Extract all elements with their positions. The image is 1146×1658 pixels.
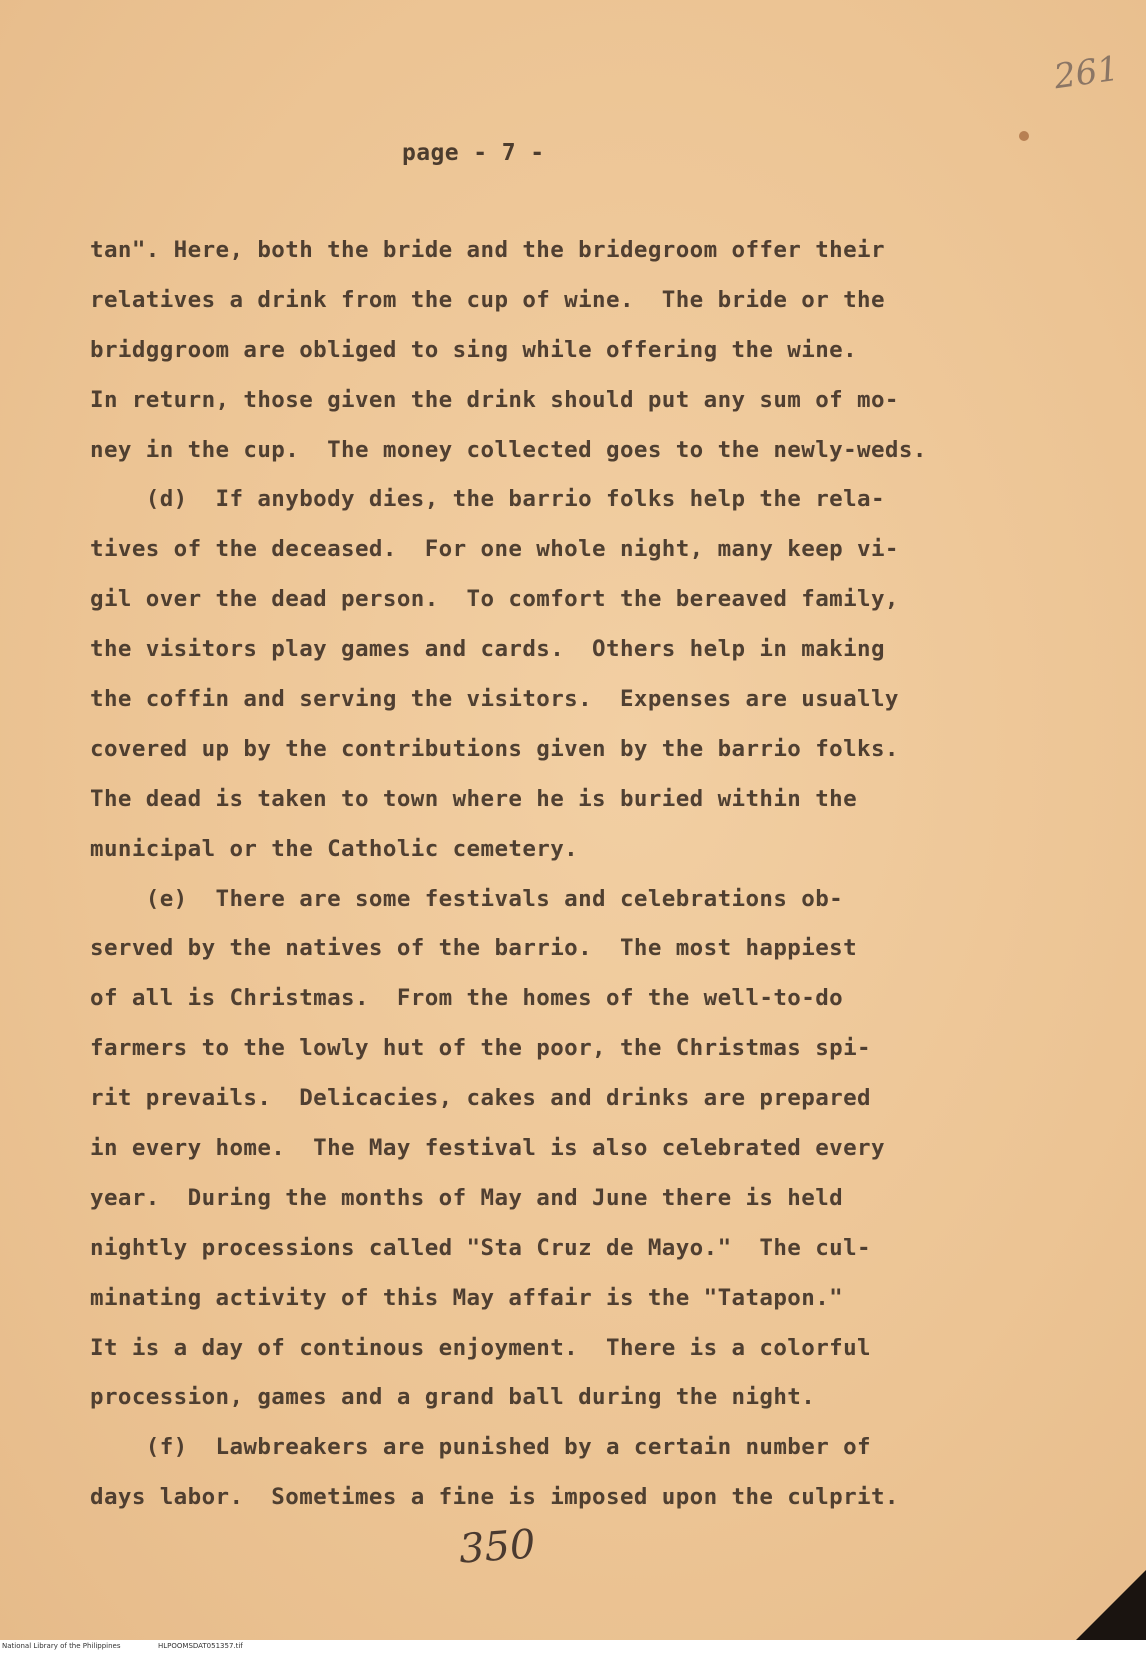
- text-line: relatives a drink from the cup of wine. The bride or the: [90, 286, 885, 313]
- text-line: (e) There are some festivals and celebrations ob-: [90, 885, 844, 912]
- text-line: nightly processions called "Sta Cruz de Mayo." The cul-: [90, 1234, 871, 1261]
- text-line: ney in the cup. The money collected goes to the newly-weds.: [90, 436, 927, 463]
- text-line: bridggroom are obliged to sing while offering the wine.: [90, 336, 858, 363]
- archive-footer: [0, 1640, 1146, 1658]
- page-header: page - 7 -: [402, 140, 545, 166]
- text-line: In return, those given the drink should put any sum of mo-: [90, 386, 899, 413]
- folded-corner: [1076, 1570, 1146, 1640]
- text-line: in every home. The May festival is also celebrated every: [90, 1135, 885, 1162]
- text-line: (d) If anybody dies, the barrio folks help the rela-: [90, 486, 885, 513]
- text-line: days labor. Sometimes a fine is imposed upon the culprit.: [90, 1484, 899, 1511]
- handwritten-bottom-number: 350: [457, 1521, 537, 1573]
- text-line: of all is Christmas. From the homes of the well-to-do: [90, 985, 844, 1012]
- text-line: (f) Lawbreakers are punished by a certain number of: [90, 1434, 871, 1461]
- handwritten-archive-number: 261: [1051, 48, 1122, 98]
- text-line: served by the natives of the barrio. The most happiest: [90, 935, 858, 962]
- text-line: tives of the deceased. For one whole night, many keep vi-: [90, 536, 899, 563]
- text-line: minating activity of this May affair is the "Tatapon.": [90, 1284, 844, 1311]
- text-line: It is a day of continous enjoyment. There is a colorful: [90, 1334, 871, 1361]
- text-line: the coffin and serving the visitors. Expenses are usually: [90, 686, 899, 713]
- footer-library-name: National Library of the Philippines: [2, 1642, 121, 1650]
- text-line: covered up by the contributions given by the barrio folks.: [90, 735, 899, 762]
- text-line: The dead is taken to town where he is buried within the: [90, 785, 858, 812]
- text-line: tan". Here, both the bride and the bridegroom offer their: [90, 237, 885, 263]
- text-line: year. During the months of May and June there is held: [90, 1184, 844, 1211]
- ink-spot: [1019, 131, 1029, 141]
- text-line: gil over the dead person. To comfort the bereaved family,: [90, 586, 899, 613]
- document-body: [90, 239, 927, 1536]
- text-line: procession, games and a grand ball during the night.: [90, 1384, 816, 1411]
- footer-file-name: HLPOOMSDAT051357.tif: [158, 1642, 243, 1650]
- text-line: municipal or the Catholic cemetery.: [90, 835, 579, 862]
- text-line: rit prevails. Delicacies, cakes and drinks are prepared: [90, 1085, 871, 1112]
- text-line: farmers to the lowly hut of the poor, the Christmas spi-: [90, 1035, 871, 1062]
- text-line: the visitors play games and cards. Others help in making: [90, 636, 885, 663]
